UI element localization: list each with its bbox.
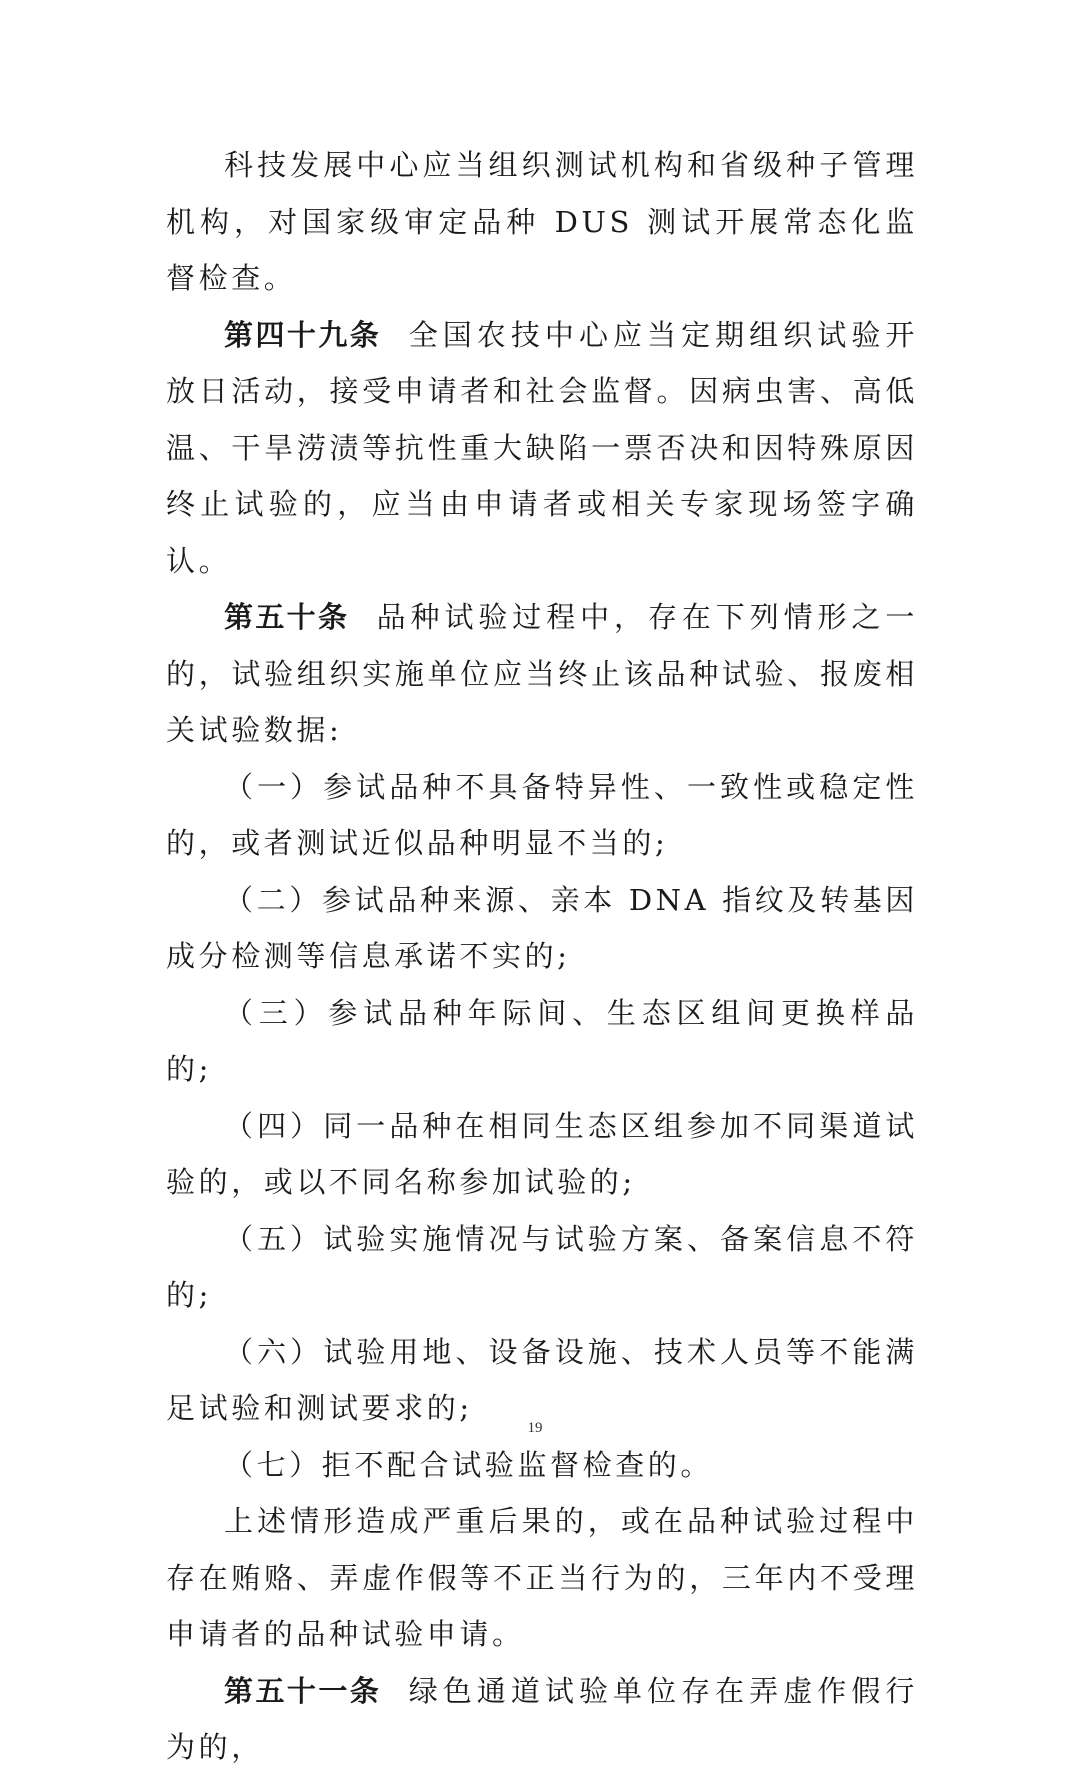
paragraph bbox=[166, 137, 918, 307]
article-paragraph bbox=[166, 589, 918, 759]
list-item bbox=[166, 985, 918, 1098]
article-number: 第五十条 bbox=[224, 600, 350, 634]
paragraph-text: （二）参试品种来源、亲本 DNA 指纹及转基因成分检测等信息承诺不实的; bbox=[166, 882, 918, 973]
paragraph-text: （一）参试品种不具备特异性、一致性或稳定性的，或者测试近似品种明显不当的; bbox=[166, 769, 918, 860]
list-item bbox=[166, 1211, 918, 1324]
paragraph-text: 全国农技中心应当定期组织试验开放日活动，接受申请者和社会监督。因病虫害、高低温、干旱涝渍等抗性重大缺陷一票否决和因特殊原因终止试验的，应当由申请者或相关专家现场签字确认。 bbox=[166, 317, 918, 578]
paragraph-text: （七）拒不配合试验监督检查的。 bbox=[224, 1447, 714, 1482]
list-item bbox=[166, 872, 918, 985]
list-item bbox=[166, 1098, 918, 1211]
paragraph-text: （四）同一品种在相同生态区组参加不同渠道试验的，或以不同名称参加试验的; bbox=[166, 1108, 918, 1199]
document-body bbox=[166, 137, 918, 1776]
paragraph-text: 科技发展中心应当组织测试机构和省级种子管理机构，对国家级审定品种 DUS 测试开展常态化监督检查。 bbox=[166, 148, 918, 295]
paragraph-text: （五）试验实施情况与试验方案、备案信息不符的; bbox=[166, 1221, 918, 1312]
article-number: 第四十九条 bbox=[224, 317, 382, 352]
paragraph-text: （六）试验用地、设备设施、技术人员等不能满足试验和测试要求的; bbox=[166, 1334, 918, 1425]
paragraph-text: 品种试验过程中，存在下列情形之一的，试验组织实施单位应当终止该品种试验、报废相关试验数据: bbox=[166, 600, 918, 747]
list-item bbox=[166, 1437, 918, 1494]
article-paragraph bbox=[166, 1663, 918, 1776]
paragraph-text: 上述情形造成严重后果的，或在品种试验过程中存在贿赂、弄虚作假等不正当行为的，三年内不受理申请者的品种试验申请。 bbox=[166, 1504, 918, 1651]
article-number: 第五十一条 bbox=[224, 1673, 382, 1708]
list-item bbox=[166, 759, 918, 872]
paragraph-text: 绿色通道试验单位存在弄虚作假行为的， bbox=[166, 1673, 918, 1764]
page-number: 19 bbox=[527, 1420, 543, 1436]
paragraph bbox=[166, 1493, 918, 1663]
article-paragraph bbox=[166, 307, 918, 590]
paragraph-text: （三）参试品种年际间、生态区组间更换样品的; bbox=[166, 995, 918, 1086]
